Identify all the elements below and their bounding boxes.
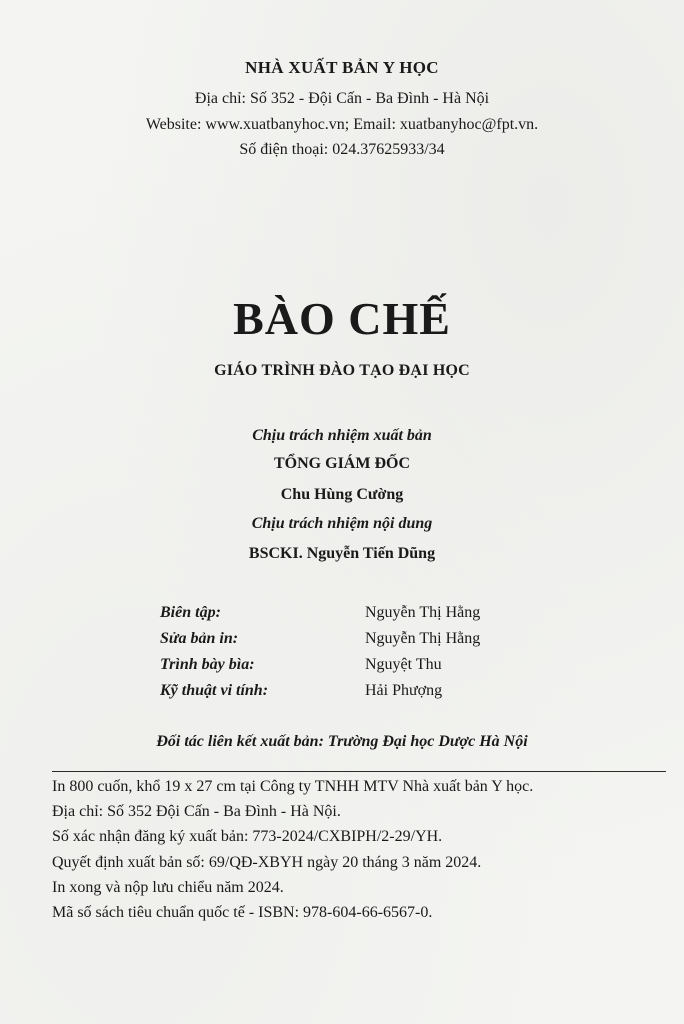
colophon-line: Quyết định xuất bản số: 69/QĐ-XBYH ngày 20 tháng 3 năm 2024.	[52, 854, 482, 871]
publishing-responsibility-name: Chu Hùng Cường	[280, 486, 404, 503]
colophon-line: Địa chỉ: Số 352 Đội Cấn - Ba Đình - Hà Nội.	[52, 803, 341, 820]
colophon-line: In xong và nộp lưu chiểu năm 2024.	[52, 879, 284, 896]
colophon-divider	[52, 771, 666, 772]
publishing-responsibility-label: Chịu trách nhiệm xuất bản	[252, 427, 432, 444]
publishing-responsibility-title: TỔNG GIÁM ĐỐC	[274, 455, 410, 472]
credit-person-cover-design: Nguyệt Thu	[365, 656, 442, 673]
credit-person-proofreader: Nguyễn Thị Hằng	[365, 630, 481, 647]
publisher-contact: Website: www.xuatbanyhoc.vn; Email: xuatbanyhoc@fpt.vn.	[145, 116, 539, 133]
publishing-partner: Đối tác liên kết xuất bản: Trường Đại học Dược Hà Nội	[156, 733, 528, 750]
credit-person-typesetting: Hải Phượng	[365, 682, 443, 699]
colophon-line: In 800 cuốn, khổ 19 x 27 cm tại Công ty TNHH MTV Nhà xuất bản Y học.	[52, 778, 534, 795]
content-responsibility-name: BSCKI. Nguyễn Tiến Dũng	[248, 545, 436, 562]
credit-role-cover-design: Trình bày bìa:	[160, 656, 255, 673]
colophon-line: Mã số sách tiêu chuẩn quốc tế - ISBN: 978-604-66-6567-0.	[52, 904, 433, 921]
publisher-address: Địa chỉ: Số 352 - Đội Cấn - Ba Đình - Hà Nội	[194, 90, 490, 107]
credit-person-editor: Nguyễn Thị Hằng	[365, 604, 481, 621]
publisher-name: NHÀ XUẤT BẢN Y HỌC	[245, 58, 439, 77]
credit-role-editor: Biên tập:	[160, 604, 221, 621]
credit-role-proofreader: Sửa bản in:	[160, 630, 239, 647]
content-responsibility-label: Chịu trách nhiệm nội dung	[251, 515, 433, 532]
colophon-line: Số xác nhận đăng ký xuất bản: 773-2024/CXBIPH/2-29/YH.	[52, 828, 443, 845]
book-title: BÀO CHẾ	[233, 293, 451, 344]
book-subtitle: GIÁO TRÌNH ĐÀO TẠO ĐẠI HỌC	[214, 362, 470, 379]
publisher-phone: Số điện thoại: 024.37625933/34	[239, 141, 445, 158]
credit-role-typesetting: Kỹ thuật vi tính:	[160, 682, 269, 699]
